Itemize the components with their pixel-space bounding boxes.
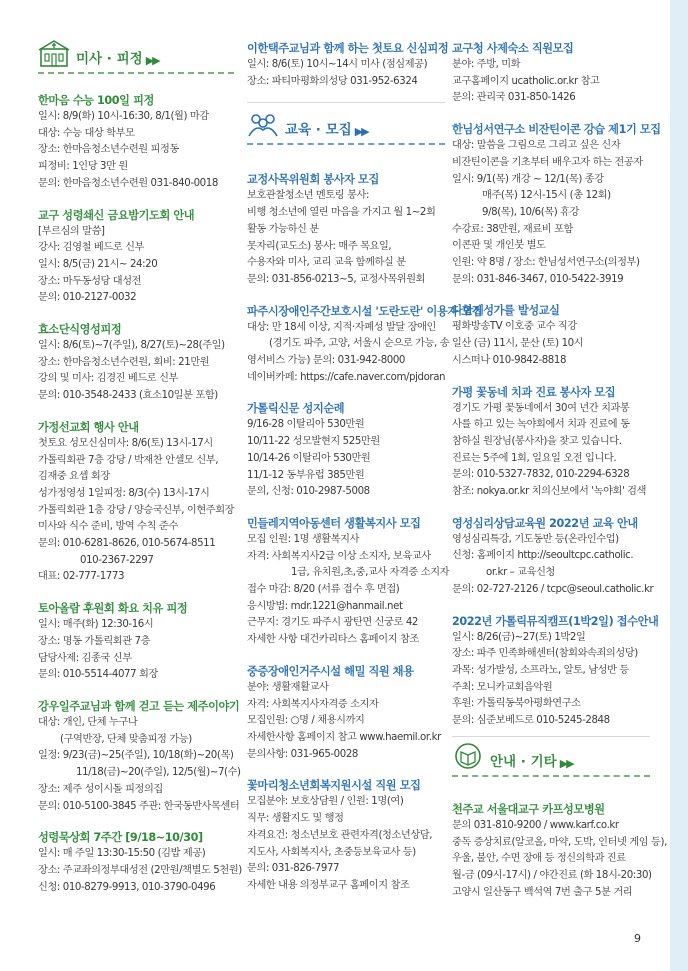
notice-line: 문의: 010-3548-2433 (효소10일분 포함) [38,390,218,402]
notice-line: 대상: 말씀을 그림으로 그리고 싶은 신자 [452,140,621,152]
notice-title: 다함께성가를 발성교실 [452,304,560,318]
page-number: 9 [634,932,641,945]
notice-line: 일시: 8/6(토) 10시~14시 미사 (점심제공) [247,59,428,70]
notice-title: 민들레지역아동센터 생활복지사 모집 [247,516,421,530]
notice-line: 문의: 010-5514-4077 회장 [38,669,158,681]
notice-title: 효소단식영성피정 [38,323,122,337]
notice-title: 영성심리상담교육원 2022년 교육 안내 [452,516,638,530]
notice-item [452,40,650,121]
notice-line: 근무지: 경기도 파주시 광탄면 신궁로 42 [247,617,419,629]
notice-title: 가톨릭신문 성지순례 [247,402,345,416]
notice-item [452,302,650,383]
notice-line: 문의, 신청: 010-2987-5008 [247,486,370,498]
notice-title: 꽃마리청소년회복지원시설 직원 모집 [247,779,421,793]
notice-line: 피정비: 1인당 3만 원 [38,161,128,173]
info-book-icon [452,742,484,770]
notice-line: [부르심의 말씀] [38,225,105,237]
notice-line: 일시: 8/9(화) 10시-16:30, 8/1(월) 마감 [38,111,209,122]
section-title: 교육 · 모집 [285,122,352,139]
notice-line: 010-2367-2297 [80,554,154,566]
notice-item [38,321,234,419]
notice-line: 장소: 한마음청소년수련원, 회비: 21만원 [38,356,210,368]
notice-line: 대상: 수능 대상 학부모 [38,127,135,139]
notice-line: 사를 하고 있는 녹야회에서 치과 진료에 동 [452,419,630,431]
notice-item [452,613,659,730]
notice-line: 평화방송TV 이호중 교수 직강 [452,321,577,333]
notice-line: 모집인원: ○명 / 채용시까지 [247,715,365,727]
notice-line: 김재중 요셉 회장 [38,471,110,483]
notice-item [247,777,445,894]
notice-title: 교구 성령쇄신 금요밤기도회 안내 [38,208,195,222]
notice-line: 자격요건: 청소년보호 관련자격(청소년상담, [247,829,433,841]
notice-line: 대표: 02-777-1773 [38,571,125,583]
double-arrow-icon: ▶▶ [354,125,368,139]
notice-line: (경기도 파주, 고양, 서울시 순으로 가능, 송 [269,338,450,350]
notice-line: 담당사제: 김종국 신부 [38,652,132,664]
notice-title: 토아올람 후원회 화요 치유 피정 [38,602,188,616]
notice-line: 11/1-12 동부유럽 385만원 [247,469,365,481]
notice-title: 파주시장애인주간보호시설 '도란도란' 이용자 모집 [247,304,483,318]
notice-line: 수용자와 미사, 교리 교육 함께하실 분 [247,257,406,269]
notice-line: 9/16-28 이탈리아 530만원 [247,419,365,431]
notice-item [247,663,445,778]
notice-item [38,698,241,829]
notice-line: 장소: 주교좌의정부대성전 (2만원/책별도 5천원) [38,864,242,876]
notice-line: 영서비스 가능) 문의: 031-942-8000 [247,355,406,367]
notice-title: 한마음 수능 100일 피정 [38,94,154,107]
notice-line: 직무: 생활지도 및 행정 [247,813,344,825]
notice-line: 모집분야: 보호상담원 / 인원: 1명(여) [247,796,404,808]
notice-line: 영성심리특강, 기도동반 등(온라인수업) [452,533,619,545]
notice-line: 일시: 8/5(금) 21시~ 24:20 [38,258,158,270]
notice-line: 자세한 내용 의정부교구 홈페이지 참조 [247,879,410,891]
notice-line: 9/8(목), 10/6(목) 휴강 [482,206,580,218]
notice-line: 자격: 사회복지사자격증 소지자 [247,698,379,710]
notice-title: 중증장애인거주시설 해밀 직원 채용 [247,664,414,678]
col2-top-spacer [247,0,445,40]
notice-line: 대상: 개인, 단체 누구나 [38,716,138,728]
notice-line: 일시: 매 주일 13:30-15:50 (김밥 제공) [38,848,206,860]
notice-line: 문의: 031-846-3467, 010-5422-3919 [452,273,624,285]
notice-title: 강우일주교님과 함께 걷고 듣는 제주이야기 [38,699,240,713]
section-header-info [452,741,650,777]
notice-line: 문의: 관리국 031-850-1426 [452,92,576,104]
notice-line: 장소: 명동 가톨릭회관 7층 [38,635,151,647]
notice-line: 일산 (금) 11시, 문산 (토) 10시 [452,338,584,350]
notice-line: 지도사, 사회복지사, 초중등보육교사 등) [247,846,416,858]
notice-title: 교구청 사제숙소 직원모집 [452,42,574,55]
notice-line: 문의: 한마음청소년수련원 031-840-0018 [38,177,218,189]
notice-item [452,515,654,613]
notice-line: 문의: 010-2127-0032 [38,292,137,304]
notice-line: 분야: 생활재활교사 [247,681,329,693]
notice-line: 장소: 제주 성이시돌 피정의집 [38,783,163,795]
column-recruit-info [452,0,667,901]
notice-line: 못자리(교도소) 봉사: 매주 목요일, [247,240,392,252]
notice-item [247,40,449,90]
notice-title: 가평 꽃동네 치과 진료 봉사자 모집 [452,385,616,399]
notice-line: 장소: 파티마평화의성당 031-952-6324 [247,75,418,87]
double-arrow-icon: ▶▶ [559,756,573,770]
notice-line: 10/11-22 성모발현지 525만원 [247,436,380,448]
notice-item [38,419,234,600]
notice-line: 문의: 02-727-2126 / tcpc@seoul.catholic.kr [452,583,654,595]
notice-line: 응시방법: mdr.1221@hanmail.net [247,600,403,612]
notice-line: 문의 031-810-9200 / www.karf.co.kr [452,819,619,831]
notice-line: 월-금 (09시-17시) / 야간진료 (화 18시-20:30) [452,869,652,881]
notice-item [452,121,661,302]
notice-title: 한님성서연구소 비잔틴이콘 강습 제1기 모집 [452,123,661,137]
col2-top-item [247,40,449,90]
col3-after-list [452,801,667,902]
notice-line: 가톨릭회관 7층 강당 / 박재찬 안셀모 신부, [38,454,219,466]
notice-line: 문의사항: 031-965-0028 [247,748,359,760]
right-edge-strip [670,0,688,971]
section-header-education [247,107,445,145]
notice-item [247,515,450,663]
notice-line: 장소: 마두동성당 대성전 [38,275,142,287]
notice-line: 문의: 031-826-7977 [247,863,340,875]
notice-item [38,600,234,698]
notice-line: 문의: 010-6281-8626, 010-5674-8511 [38,538,216,550]
notice-line: 후원: 가톨릭동북아평화연구소 [452,698,581,710]
notice-line: 경기도 가평 꽃동네에서 30여 년간 치과봉 [452,402,630,414]
col2-item-list [247,171,483,894]
notice-line: 문의: 010-5100-3845 주관: 한국동반사목센터 [38,800,240,812]
info-divider [452,736,650,737]
notice-line: 일정: 9/23(금)~25(주일), 10/18(화)~20(목) [38,750,234,762]
notice-item [247,400,445,515]
notice-line: 일시: 8/26(금)~27(토) 1박2일 [452,631,586,643]
notice-item [38,92,234,207]
notice-line: 주최: 모니카교회음악원 [452,681,553,693]
notice-title: 2022년 가톨릭뮤직캠프(1박2일) 접수안내 [452,614,659,628]
notice-line: 이콘판 및 개인붓 별도 [452,240,546,252]
notice-line: 보호관찰청소년 멘토링 봉사: [247,190,370,202]
notice-line: 고양시 일산동구 백석역 7번 출구 5분 거리 [452,886,633,898]
notice-line: 일시: 9/1(목) 개강 ~ 12/1(목) 종강 [452,173,604,185]
notice-title: 가정선교회 행사 안내 [38,420,139,434]
notice-line: 인원: 약 8명 / 장소: 한님성서연구소(의정부) [452,257,640,269]
notice-line: 일시: 8/6(토)~7(주일), 8/27(토)~28(주일) [38,340,225,352]
notice-line: or.kr – 교육신청 [486,567,555,579]
notice-line: 수강료: 38만원, 재료비 포함 [452,223,573,235]
notice-line: 우울, 불안, 수면 장애 등 정신의학과 진료 [452,853,626,865]
notice-line: 문의: 010-5327-7832, 010-2294-6328 [452,469,630,481]
col1-item-list [38,92,242,896]
notice-line: 활동 가능하신 분 [247,223,319,235]
notice-title: 교정사목위원회 봉사자 모집 [247,173,379,187]
notice-title: 이한택주교님과 함께 하는 첫토요 신심피정 [247,42,449,55]
notice-line: 신청: 010-8279-9913, 010-3790-0496 [38,881,216,893]
notice-line: 참조: nokya.or.kr 치의신보에서 '녹야회' 검색 [452,486,647,498]
notice-line: 강사: 김영철 베드로 신부 [38,242,144,254]
notice-line: 시스떠나 010-9842-8818 [452,354,567,366]
notice-line: 가톨릭회관 1층 강당 / 양승국신부, 이현주회장 [38,504,235,516]
notice-line: 자세한사항 홈페이지 참고 www.haemil.or.kr [247,731,441,743]
notice-item [452,801,667,902]
notice-line: 11/18(금)~20(주일), 12/5(월)~7(수) [76,767,241,779]
top-divider [247,102,445,103]
notice-line: 10/14-26 이탈리아 530만원 [247,452,371,464]
notice-line: 일시: 매주(화) 12:30-16시 [38,619,154,631]
notice-line: 장소: 파주 민족화해센터(참회와속죄의성당) [452,648,638,660]
notice-line: 비잔틴이콘을 기초부터 배우고자 하는 전공자 [452,156,643,168]
notice-line: (구역반장, 단체 맞춤피정 가능) [60,733,192,745]
notice-line: 모집 인원: 1명 생활복지사 [247,533,360,545]
col3-item-list [452,40,661,730]
church-icon [38,39,70,67]
notice-line: 참하실 원장님(봉사자)을 찾고 있습니다. [452,435,622,447]
column-education [247,0,483,895]
notice-title: 성령묵상회 7주간 [9/18~10/30] [38,831,203,845]
notice-line: 대상: 만 18세 이상, 지적·자폐성 발달 장애인 [247,321,436,333]
notice-line: 비행 청소년에 열린 마음을 가지고 월 1~2회 [247,207,436,219]
notice-line: 중독 증상치료(알코올, 마약, 도박, 인터넷 게임 등), [452,836,667,848]
notice-line: 장소: 한마음청소년수련원 피정동 [38,144,179,156]
people-icon [247,110,279,138]
notice-line: 자격: 사회복지사2급 이상 소지자, 보육교사 [247,550,431,562]
notice-line: 신청: 홈페이지 http://seoultcpc.catholic. [452,550,634,562]
notice-line: 1급, 유치원,초,중,교사 자격증 소지자 [291,567,450,579]
notice-line: 문의: 심준보베드로 010-5245-2848 [452,715,610,727]
notice-line: 교구홈페이지 ucatholic.or.kr 참고 [452,75,600,87]
notice-line: 문의: 031-856-0213~5, 교정사목위원회 [247,273,426,285]
column-mass-retreat [38,0,242,896]
section-title: 안내 · 기타 [490,753,557,770]
notice-line: 매주(목) 12시-15시 (총 12회) [482,190,611,202]
notice-line: 분야: 주방, 미화 [452,59,521,70]
notice-line: 과목: 성가발성, 소프라노, 알토, 남성반 등 [452,664,629,676]
notice-title: 천주교 서울대교구 카프성모병원 [452,802,605,816]
double-arrow-icon: ▶▶ [145,54,159,67]
notice-item [247,171,445,302]
notice-line: 첫토요 성모신심미사: 8/6(토) 13시-17시 [38,437,213,449]
notice-line: 강의 및 미사: 김경진 베드로 신부 [38,373,178,385]
notice-item [38,207,234,322]
notice-line: 성가정영성 1일피정: 8/3(수) 13시-17시 [38,487,210,499]
notice-line: 접수 마감: 8/20 (서류 접수 후 면접) [247,584,400,596]
notice-item [38,829,242,896]
notice-item [247,303,483,401]
notice-line: 자세한 사항 대건카리타스 홈페이지 참조 [247,634,419,646]
notice-item [452,384,650,515]
section-title: 미사 · 피정 [76,51,143,67]
section-header-mass [38,34,234,74]
notice-line: 네이버카페: https://cafe.naver.com/pjdoran [247,371,446,383]
notice-line: 진료는 5주에 1회, 일요일 오전 입니다. [452,452,617,464]
notice-line: 미사와 식수 준비, 방역 수칙 준수 [38,521,178,533]
